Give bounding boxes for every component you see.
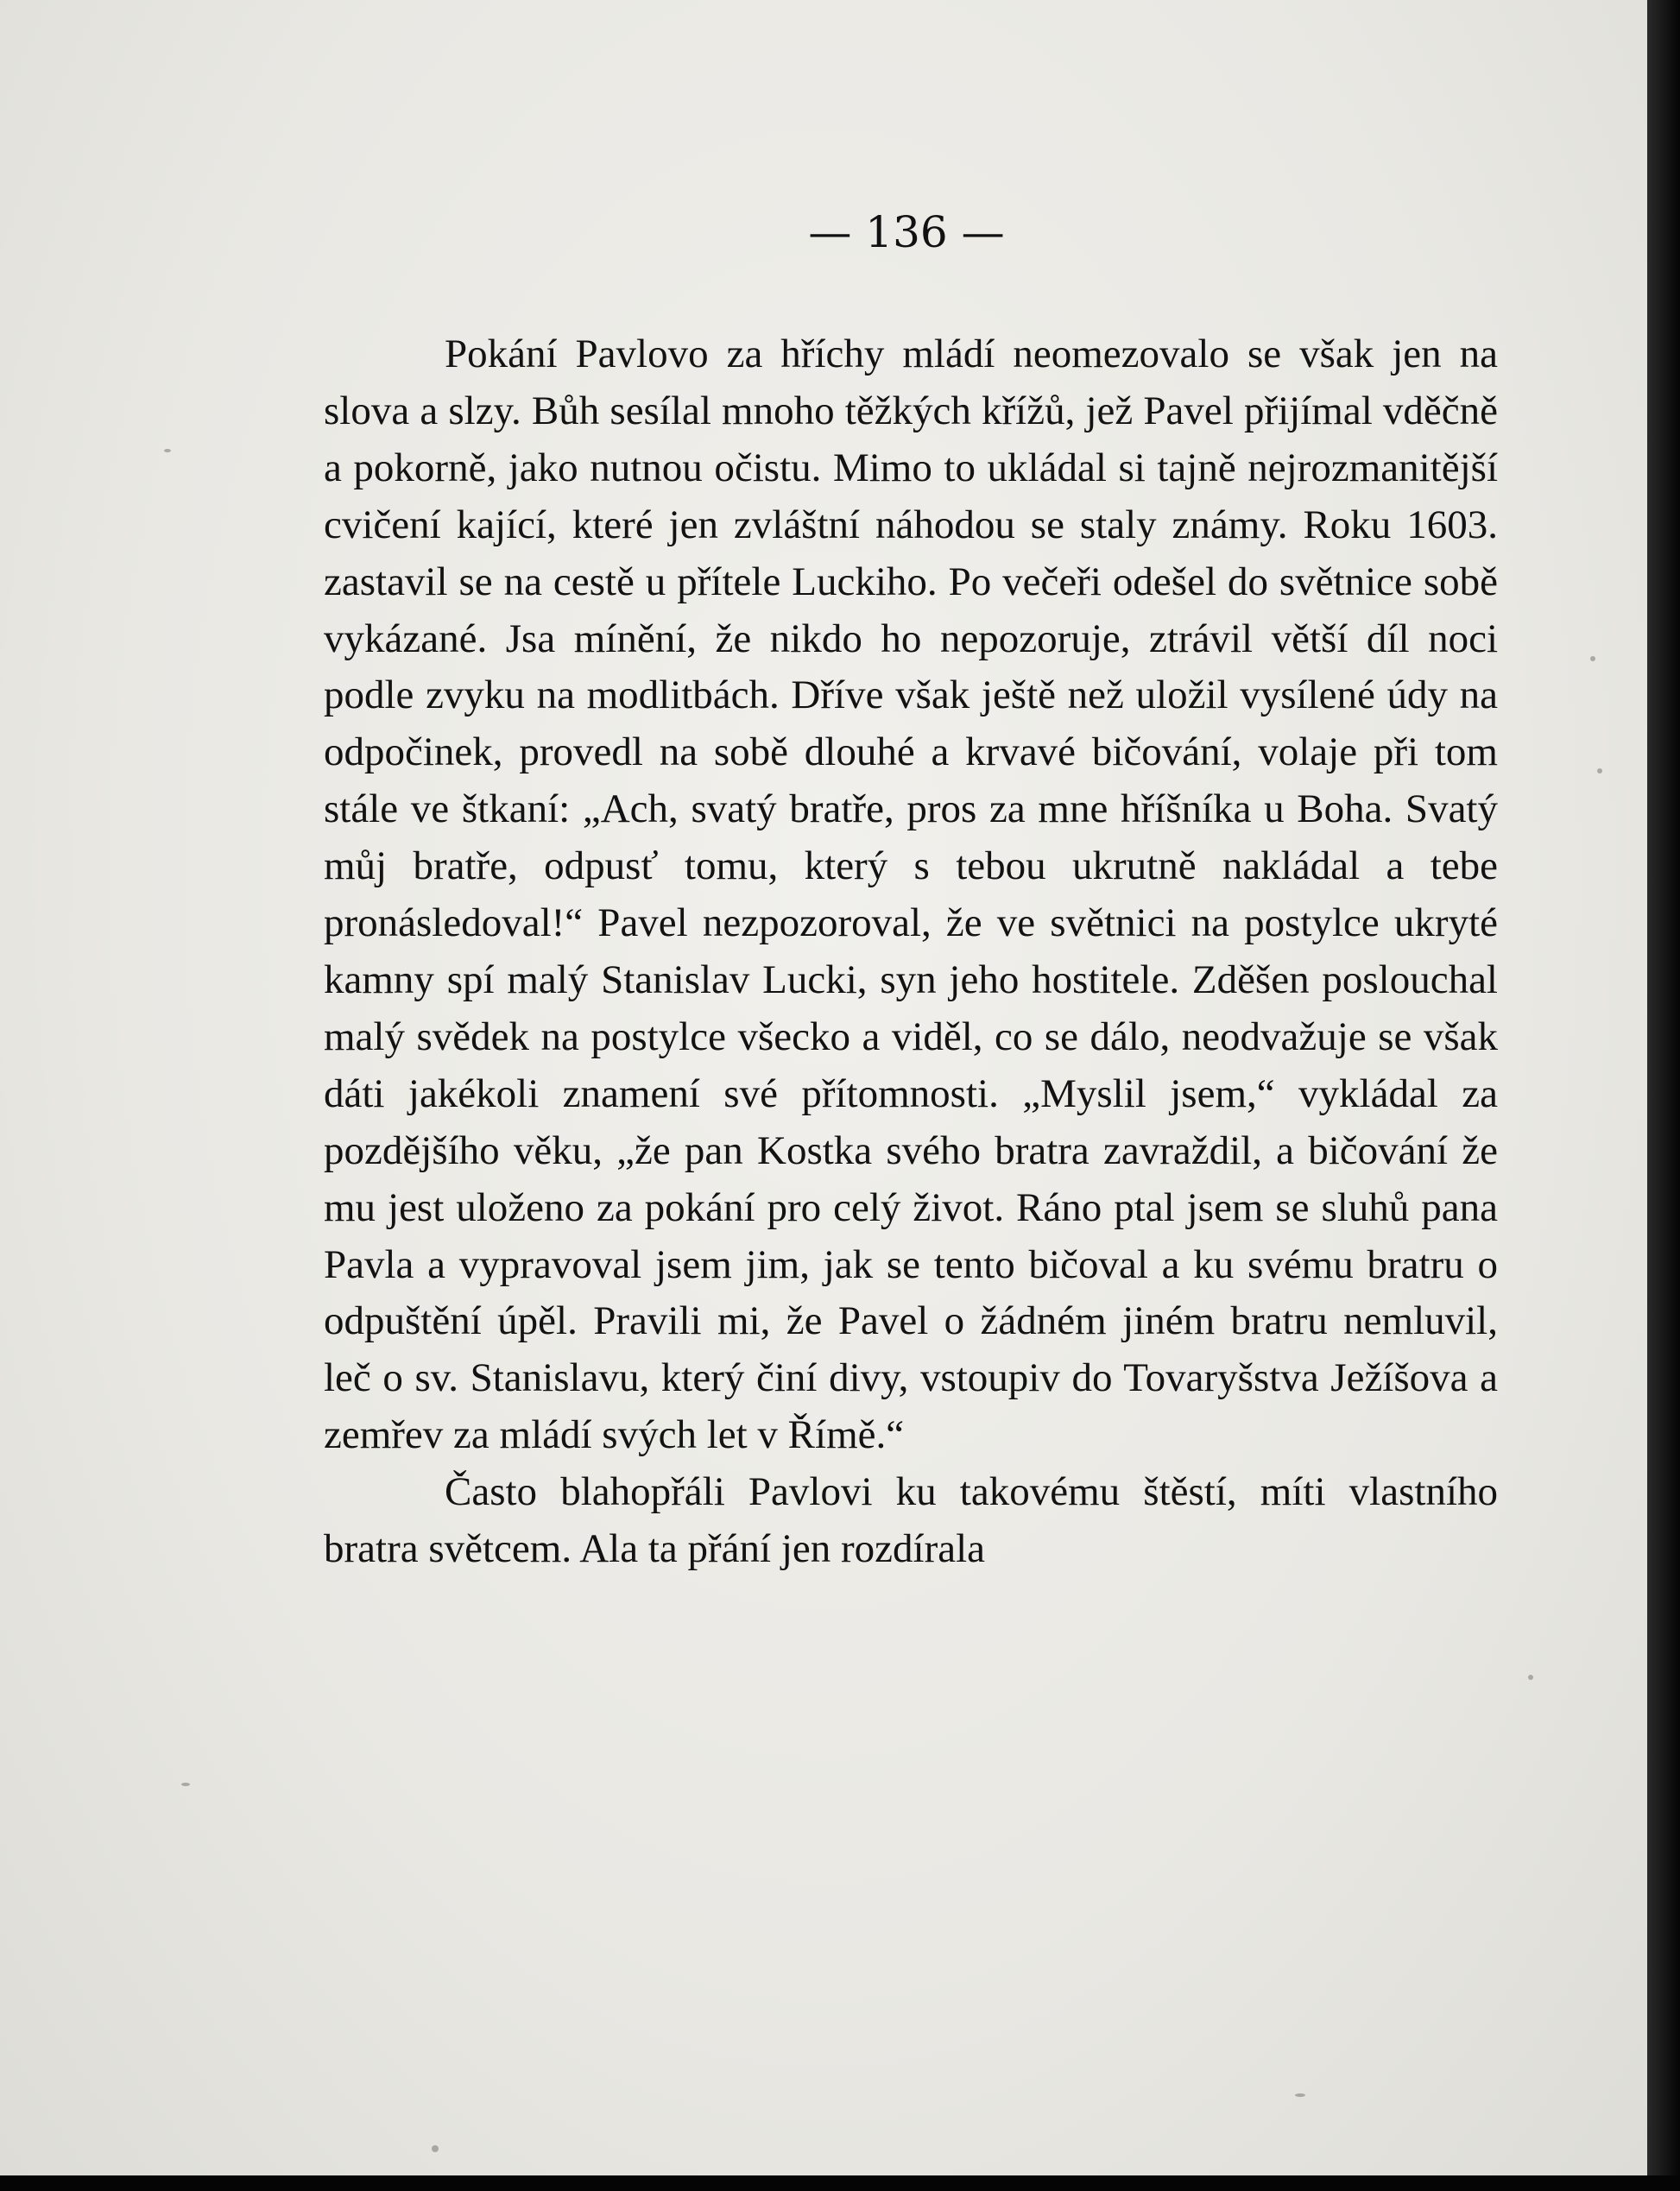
page-number: — 136 — <box>808 207 1005 257</box>
paper-speck <box>1597 768 1602 773</box>
scan-edge-right <box>1647 0 1680 2191</box>
paper-speck <box>1590 656 1595 661</box>
paper-speck <box>432 2145 439 2152</box>
paragraph-2: Často blahopřáli Pavlovi ku takovému štěstí, míti vlastního bratra světcem. Ala ta přání jen rozdírala <box>324 1469 1498 1572</box>
body-text <box>324 326 1498 1578</box>
paper-speck <box>181 1783 190 1786</box>
scan-edge-bottom <box>0 2175 1680 2191</box>
paper-speck <box>164 449 171 452</box>
paper-speck <box>1528 1675 1533 1680</box>
paragraph-1: Pokání Pavlovo za hříchy mládí neomezovalo se však jen na slova a slzy. Bůh sesílal mnoho těžkých křížů, jež Pavel přijímal vděčně a pokorně, jako nutnou očistu. Mimo to ukládal si tajně nejrozmanitější cvičení kající, které jen zvláštní náhodou se staly známy. Roku 1603. zastavil se na cestě u přítele Luckiho. Po večeři odešel do světnice sobě vykázané. Jsa mínění, že nikdo ho nepozoruje, ztrávil větší díl noci podle zvyku na modlitbách. Dříve však ještě než uložil vysílené údy na odpočinek, provedl na sobě dlouhé a krvavé bičování, volaje při tom stále ve štkaní: „Ach, svatý bratře, pros za mne hříšníka u Boha. Svatý můj bratře, odpusť tomu, který s tebou ukrutně nakládal a tebe pronásledoval!“ Pavel nezpozoroval, že ve světnici na postylce ukryté kamny spí malý Stanislav Lucki, syn jeho hostitele. Zděšen poslouchal malý svědek na postylce všecko a viděl, co se dálo, neodvažuje se však dáti jakékoli znamení své přítomnosti. „Myslil jsem,“ vykládal za pozdějšího věku, „že pan Kostka svého bratra zavraždil, a bičování že mu jest uloženo za pokání pro celý život. Ráno ptal jsem se sluhů pana Pavla a vypravoval jsem jim, jak se tento bičoval a ku svému bratru o odpuštění úpěl. Pravili mi, že Pavel o žádném jiném bratru nemluvil, leč o sv. Stanislavu, který činí divy, vstoupiv do Tovaryšstva Ježíšova a zemřev za mládí svých let v Římě.“ <box>324 331 1498 1458</box>
paper-speck <box>1295 2093 1305 2097</box>
